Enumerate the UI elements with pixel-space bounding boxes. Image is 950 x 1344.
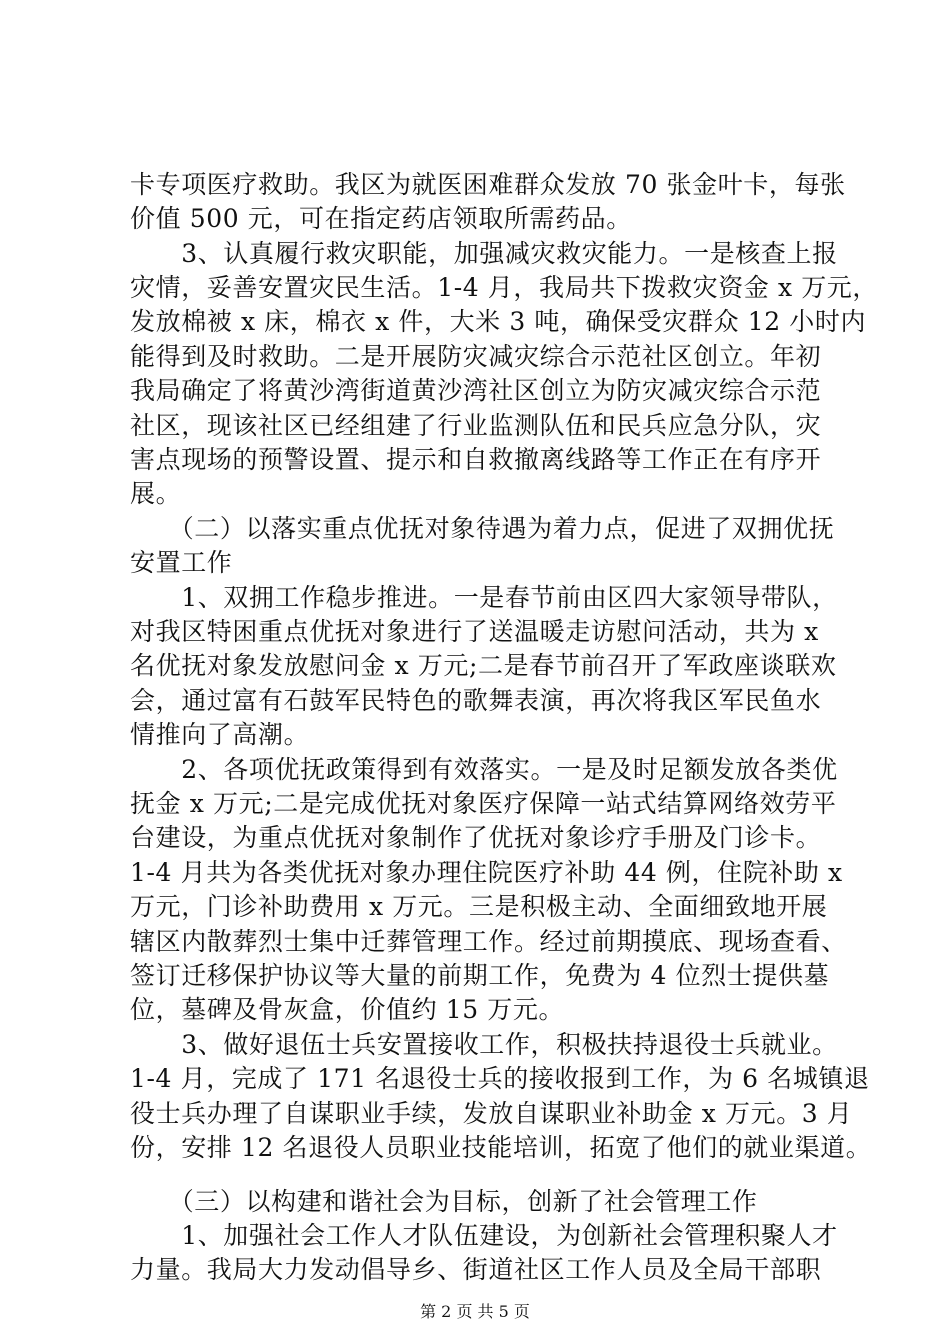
text-line: 签订迁移保护协议等大量的前期工作，免费为 4 位烈士提供墓 [130,961,830,990]
text-line: 役士兵办理了自谋职业手续，发放自谋职业补助金 x 万元。3 月 [130,1099,853,1128]
text-line: 抚金 x 万元;二是完成优抚对象医疗保障一站式结算网络效劳平 [130,789,837,818]
text-line: 社区，现该社区已经组建了行业监测队伍和民兵应急分队，灾 [130,411,822,440]
text-line: 能得到及时救助。二是开展防灾减灾综合示范社区创立。年初 [130,342,822,371]
text-line: 害点现场的预警设置、提示和自救撤离线路等工作正在有序开 [130,445,822,474]
text-line: 1-4 月，完成了 171 名退役士兵的接收报到工作，为 6 名城镇退 [130,1064,870,1093]
section-heading: 安置工作 [130,548,233,577]
text-line: 1、双拥工作稳步推进。一是春节前由区四大家领导带队， [130,583,838,612]
text-line: 辖区内散葬烈士集中迁葬管理工作。经过前期摸底、现场查看、 [130,927,847,956]
text-line: 展。 [130,479,182,508]
text-line: 价值 500 元，可在指定药店领取所需药品。 [130,204,632,233]
text-line: 3、认真履行救灾职能，加强减灾救灾能力。一是核查上报 [130,239,838,268]
page-number-footer: 第 2 页 共 5 页 [420,1302,530,1321]
text-line: 位，墓碑及骨灰盒，价值约 15 万元。 [130,995,565,1024]
text-line: 台建设，为重点优抚对象制作了优抚对象诊疗手册及门诊卡。 [130,823,822,852]
text-line: 会，通过富有石鼓军民特色的歌舞表演，再次将我区军民鱼水 [130,686,822,715]
section-heading: （三）以构建和谐社会为目标，创新了社会管理工作 [130,1187,758,1216]
section-heading: （二）以落实重点优抚对象待遇为着力点，促进了双拥优抚 [130,514,835,543]
text-line: 名优抚对象发放慰问金 x 万元;二是春节前召开了军政座谈联欢 [130,651,837,680]
text-line: 灾情，妥善安置灾民生活。1-4 月，我局共下拨救灾资金 x 万元， [130,273,879,302]
text-line: 对我区特困重点优抚对象进行了送温暖走访慰问活动，共为 x [130,617,819,646]
text-line: 力量。我局大力发动倡导乡、街道社区工作人员及全局干部职 [130,1255,822,1284]
text-line: 3、做好退伍士兵安置接收工作，积极扶持退役士兵就业。 [130,1030,838,1059]
text-line: 1-4 月共为各类优抚对象办理住院医疗补助 44 例，住院补助 x [130,858,843,887]
text-line: 份，安排 12 名退役人员职业技能培训，拓宽了他们的就业渠道。 [130,1133,872,1162]
text-line: 万元，门诊补助费用 x 万元。三是积极主动、全面细致地开展 [130,892,828,921]
text-line: 2、各项优抚政策得到有效落实。一是及时足额发放各类优 [130,755,838,784]
text-line: 情推向了高潮。 [130,720,310,749]
text-line: 卡专项医疗救助。我区为就医困难群众发放 70 张金叶卡，每张 [130,170,846,199]
text-line: 发放棉被 x 床，棉衣 x 件，大米 3 吨，确保受灾群众 12 小时内 [130,307,867,336]
text-line: 我局确定了将黄沙湾街道黄沙湾社区创立为防灾减灾综合示范 [130,376,822,405]
text-line: 1、加强社会工作人才队伍建设，为创新社会管理积聚人才 [130,1221,838,1250]
